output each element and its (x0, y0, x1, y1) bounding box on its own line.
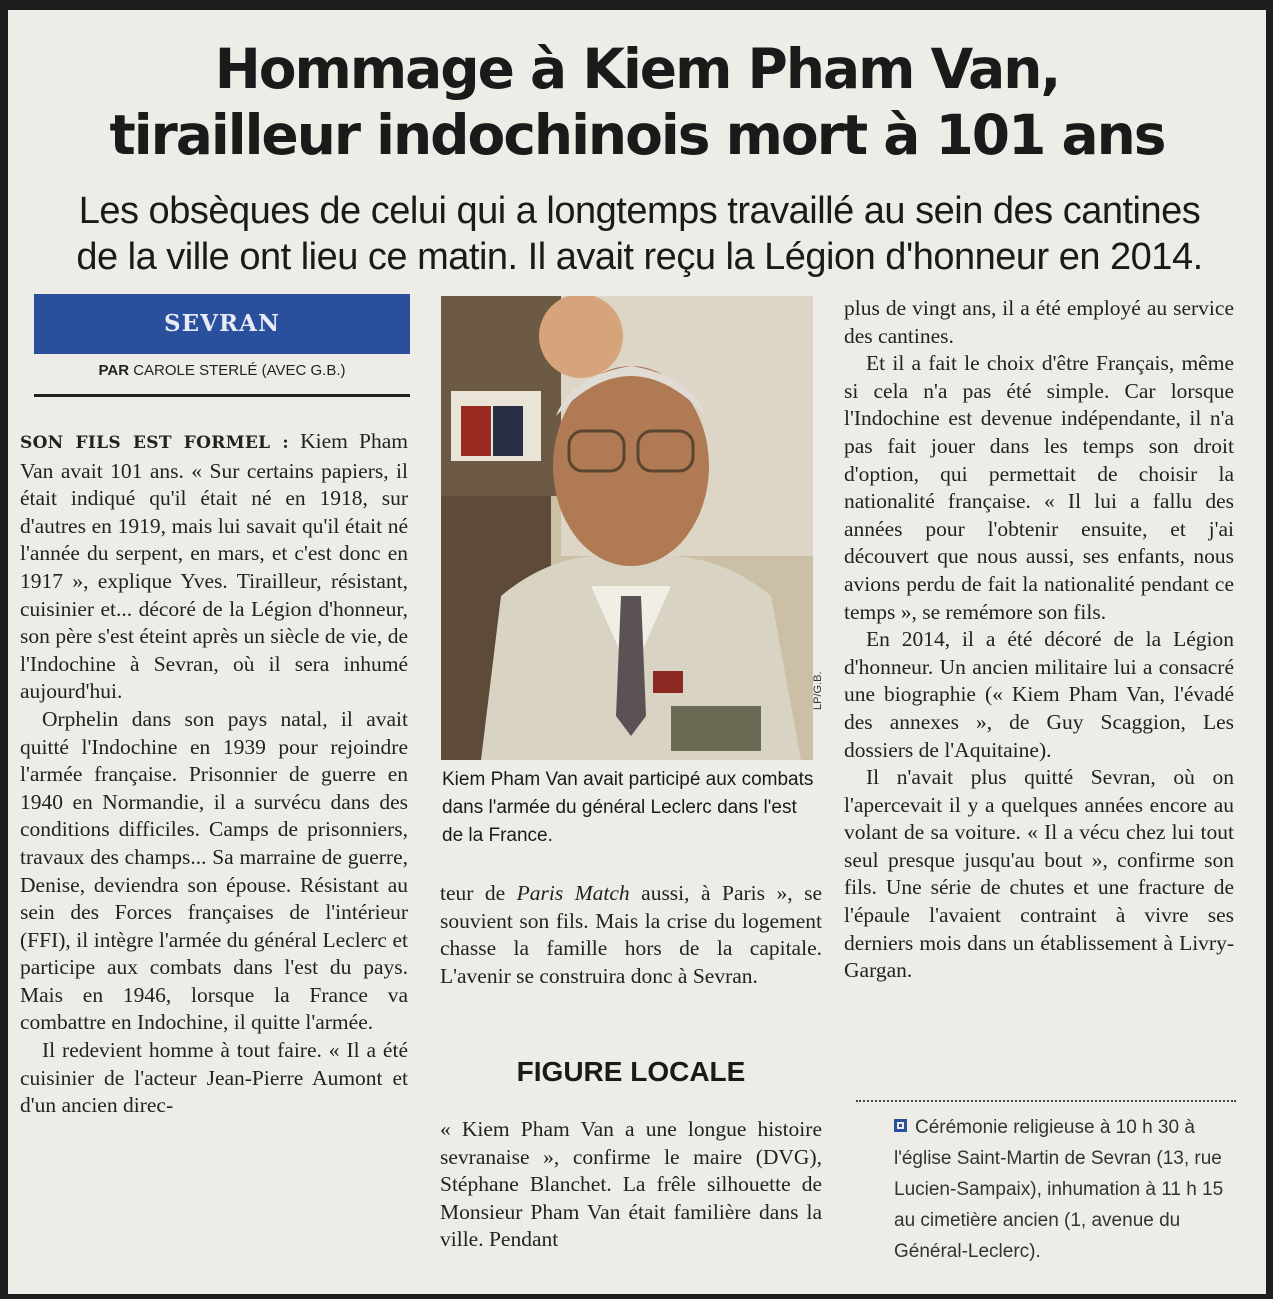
text-run: teur de (440, 881, 517, 905)
lead-paragraph (20, 428, 408, 706)
lead-kicker: SON FILS EST FORMEL : (20, 433, 289, 453)
paragraph: Il n'avait plus quitté Sevran, où on l'apercevait il y a quelques années encore au volant de sa voiture. « Il a vécu chez lui tout seul presque jusqu'au bout », confirme son fils. Une série de chutes et une fracture de l'épaule l'avaient contraint à vivre ses derniers mois dans un établissement à Livry-Gargan. (844, 765, 1234, 983)
subheadline-line-2: de la ville ont lieu ce matin. Il avait reçu la Légion d'honneur en 2014. (76, 236, 1203, 278)
paragraph: Il redevient homme à tout faire. « Il a été cuisinier de l'acteur Jean-Pierre Aumont et d'un ancien direc- (20, 1038, 408, 1118)
subheadline (32, 188, 1247, 280)
info-box-text: Cérémonie religieuse à 10 h 30 à l'église Saint-Martin de Sevran (13, rue Lucien-Sampaix), inhumation à 11 h 15 au cimetière ancien (1, avenue du Général-Leclerc). (894, 1117, 1224, 1262)
newspaper-page (8, 10, 1266, 1294)
column-1 (20, 428, 408, 1120)
lead-text: Kiem Pham Van avait 101 ans. « Sur certains papiers, il était indiqué qu'il était né en 1918, sur d'autres en 1919, mais lui savait qu'il était né l'année du serpent, en mars, et c'est donc en 1917 », explique Yves. Tirailleur, résistant, cuisinier et... décoré de la Légion d'honneur, son père s'est éteint après un siècle de vie, de l'Indochine à Sevran, où il sera inhumé aujourd'hui. (20, 429, 408, 704)
byline (34, 362, 410, 379)
photo-credit: LP/G.B. (812, 671, 824, 710)
paragraph: En 2014, il a été décoré de la Légion d'honneur. Un ancien militaire lui a consacré une biographie (« Kiem Pham Van, l'évadé des annexes », de Guy Scaggion, Les dossiers de l'Aquitaine). (844, 627, 1234, 762)
divider (856, 1100, 1236, 1102)
subheadline-line-1: Les obsèques de celui qui a longtemps travaillé au sein des cantines (78, 190, 1201, 232)
portrait-illustration (441, 296, 813, 760)
text-run: aussi, à Paris », se souvient son fils. Mais la crise du logement chasse la famille hors de la capitale. L'avenir se construira donc à Sevran. (440, 881, 822, 988)
byline-prefix: PAR (98, 362, 130, 379)
column-3 (844, 295, 1234, 985)
portrait-photo (441, 296, 813, 760)
headline (8, 36, 1266, 168)
headline-line-2: tirailleur indochinois mort à 101 ans (109, 103, 1165, 167)
paragraph: Et il a fait le choix d'être Français, même si cela n'a pas été simple. Car lorsque l'Indochine est devenue indépendante, il n'a pas fait jouer dans les temps son droit d'option, qui permettait de choisir la nationalité française. « Il lui a fallu des années pour l'obtenir ensuite, et j'ai découvert que nous aussi, ses enfants, nous avions perdu de fait la nationalité pendant ce temps », se remémore son fils. (844, 351, 1234, 624)
column-2-continued (440, 1116, 822, 1254)
column-2 (440, 880, 822, 990)
paragraph: plus de vingt ans, il a été employé au service des cantines. (844, 296, 1234, 348)
headline-line-1: Hommage à Kiem Pham Van, (214, 37, 1060, 101)
publication-title: Paris Match (516, 881, 630, 905)
byline-author: CAROLE STERLÉ (AVEC G.B.) (133, 362, 346, 379)
paragraph: Orphelin dans son pays natal, il avait quitté l'Indochine en 1939 pour rejoindre l'armée française. Prisonnier de guerre en 1940 en Normandie, il a survécu dans des conditions difficiles. Camps de prisonniers, travaux des champs... Sa marraine de guerre, Denise, deviendra son épouse. Résistant au sein des Forces françaises de l'intérieur (FFI), il intègre l'armée du général Leclerc et participe aux combats dans l'est du pays. Mais en 1946, lorsque la France va combattre en Indochine, il quitte l'armée. (20, 706, 408, 1035)
section-label: SEVRAN (34, 294, 410, 354)
info-box (894, 1112, 1239, 1267)
paragraph: « Kiem Pham Van a une longue histoire sevranaise », confirme le maire (DVG), Stéphane Blanchet. La frêle silhouette de Monsieur Pham Van était familière dans la ville. Pendant (440, 1117, 822, 1252)
photo-caption: Kiem Pham Van avait participé aux combats dans l'armée du général Leclerc dans l'est de la France. (442, 769, 814, 846)
section-subhead: FIGURE LOCALE (516, 1056, 746, 1087)
byline-rule (34, 394, 410, 397)
square-bullet-icon (894, 1119, 907, 1132)
paragraph (440, 880, 822, 990)
